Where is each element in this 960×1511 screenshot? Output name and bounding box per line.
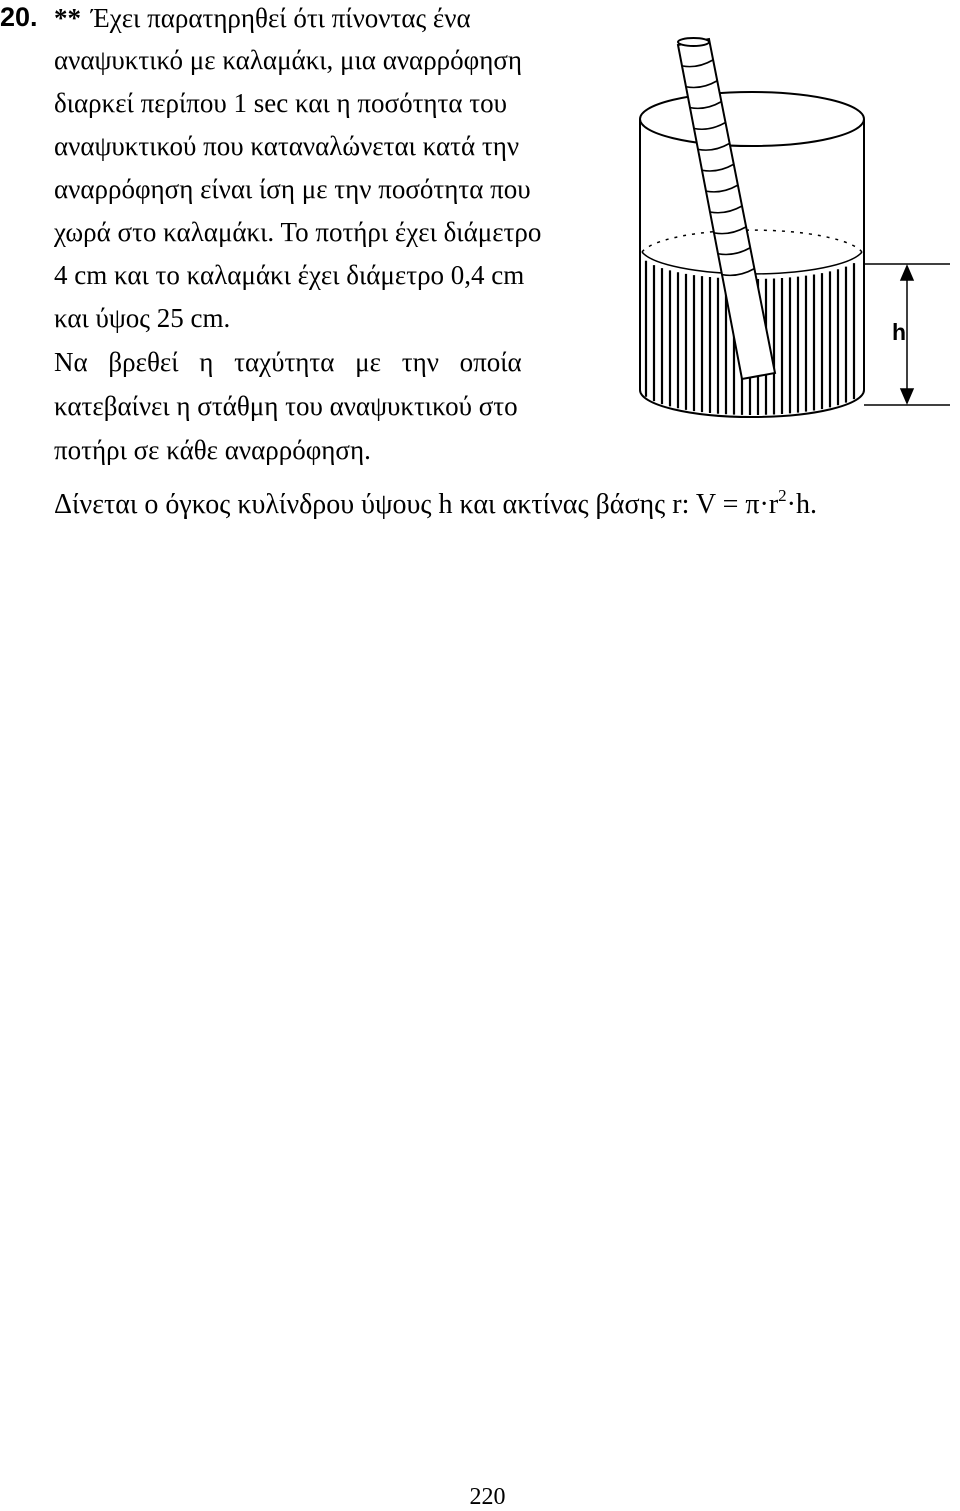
page-number: 220 — [469, 1484, 506, 1510]
formula-text: Δίνεται ο όγκος κυλίνδρου ύψους h και ακτίνας βάσης r: V = π — [54, 489, 760, 520]
problem-text-line: αναψυκτικού που καταναλώνεται κατά την — [54, 131, 520, 161]
problem-text-line: χωρά στο καλαμάκι. Το ποτήρι έχει διάμετρο — [54, 217, 542, 247]
formula-exponent: 2 — [778, 486, 787, 505]
problem-text-line: αναψυκτικό με καλαμάκι, μια αναρρόφηση — [54, 45, 523, 75]
problem-text-line: Να βρεθεί η ταχύτητα με την οποία — [54, 347, 522, 377]
problem-text-line: ποτήρι σε κάθε αναρρόφηση. — [54, 435, 371, 465]
problem-text-line: 4 cm και το καλαμάκι έχει διάμετρο 0,4 cm — [54, 260, 525, 290]
multiply-dot: · — [786, 489, 796, 520]
glass-rim — [640, 92, 864, 146]
problem-number: 20. — [0, 2, 38, 32]
height-indicator — [864, 264, 950, 405]
problem-text-line: διαρκεί περίπου 1 sec και η ποσότητα του — [54, 88, 508, 118]
glass-with-straw-figure — [630, 30, 950, 430]
difficulty-stars: ** — [54, 3, 81, 33]
height-label: h — [892, 319, 907, 345]
liquid-surface-back — [642, 230, 862, 252]
problem-text-line: Έχει παρατηρηθεί ότι πίνοντας ένα — [91, 3, 471, 33]
problem-text-line: κατεβαίνει η στάθμη του αναψυκτικού στο — [54, 391, 518, 421]
problem-line-1 — [54, 5, 582, 32]
problem-text-line: και ύψος 25 cm. — [54, 303, 231, 333]
multiply-dot: · — [759, 489, 769, 520]
formula-h: h. — [796, 489, 817, 520]
problem-text-line: αναρρόφηση είναι ίση με την ποσότητα που — [54, 174, 531, 204]
cylinder-volume-formula — [54, 486, 817, 521]
formula-r: r — [768, 489, 779, 520]
